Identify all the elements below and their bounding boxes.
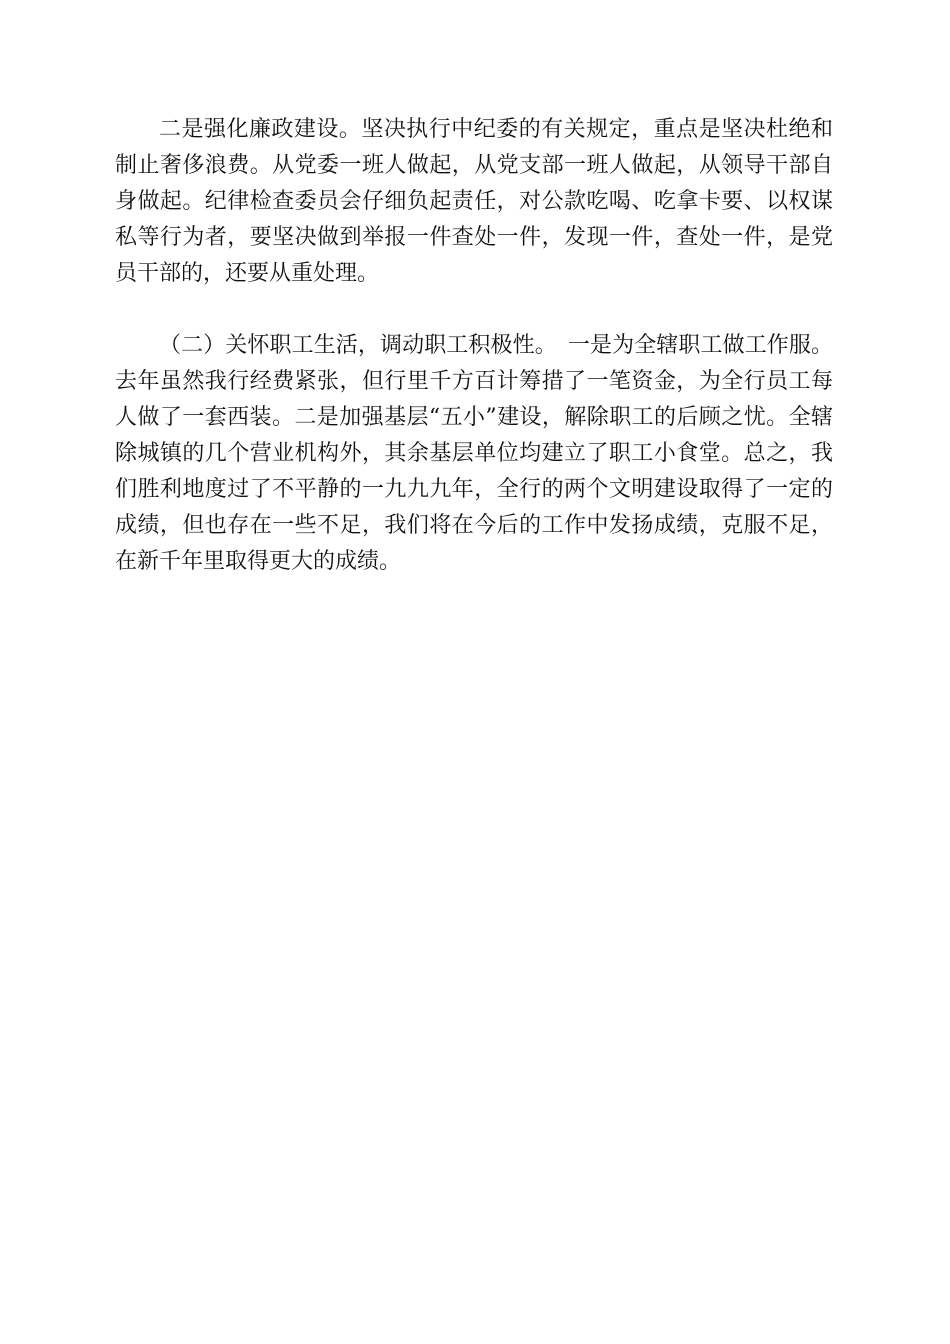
document-body xyxy=(115,112,833,580)
paragraph-integrity-building: 二是强化廉政建设。坚决执行中纪委的有关规定，重点是坚决杜绝和制止奢侈浪费。从党委一班人做起，从党支部一班人做起，从领导干部自身做起。纪律检查委员会仔细负起责任，对公款吃喝、吃拿卡要、以权谋私等行为者，要坚决做到举报一件查处一件，发现一件，查处一件，是党员干部的，还要从重处理。 xyxy=(115,117,833,286)
paragraph-staff-welfare: （二）关怀职工生活，调动职工积极性。 一是为全辖职工做工作服。去年虽然我行经费紧张，但行里千方百计筹措了一笔资金，为全行员工每人做了一套西装。二是加强基层“五小”建设，解除职工的后顾之忧。全辖除城镇的几个营业机构外，其余基层单位均建立了职工小食堂。总之，我们胜利地度过了不平静的一九九九年，全行的两个文明建设取得了一定的成绩，但也存在一些不足，我们将在今后的工作中发扬成绩，克服不足，在新千年里取得更大的成绩。 xyxy=(115,333,833,574)
